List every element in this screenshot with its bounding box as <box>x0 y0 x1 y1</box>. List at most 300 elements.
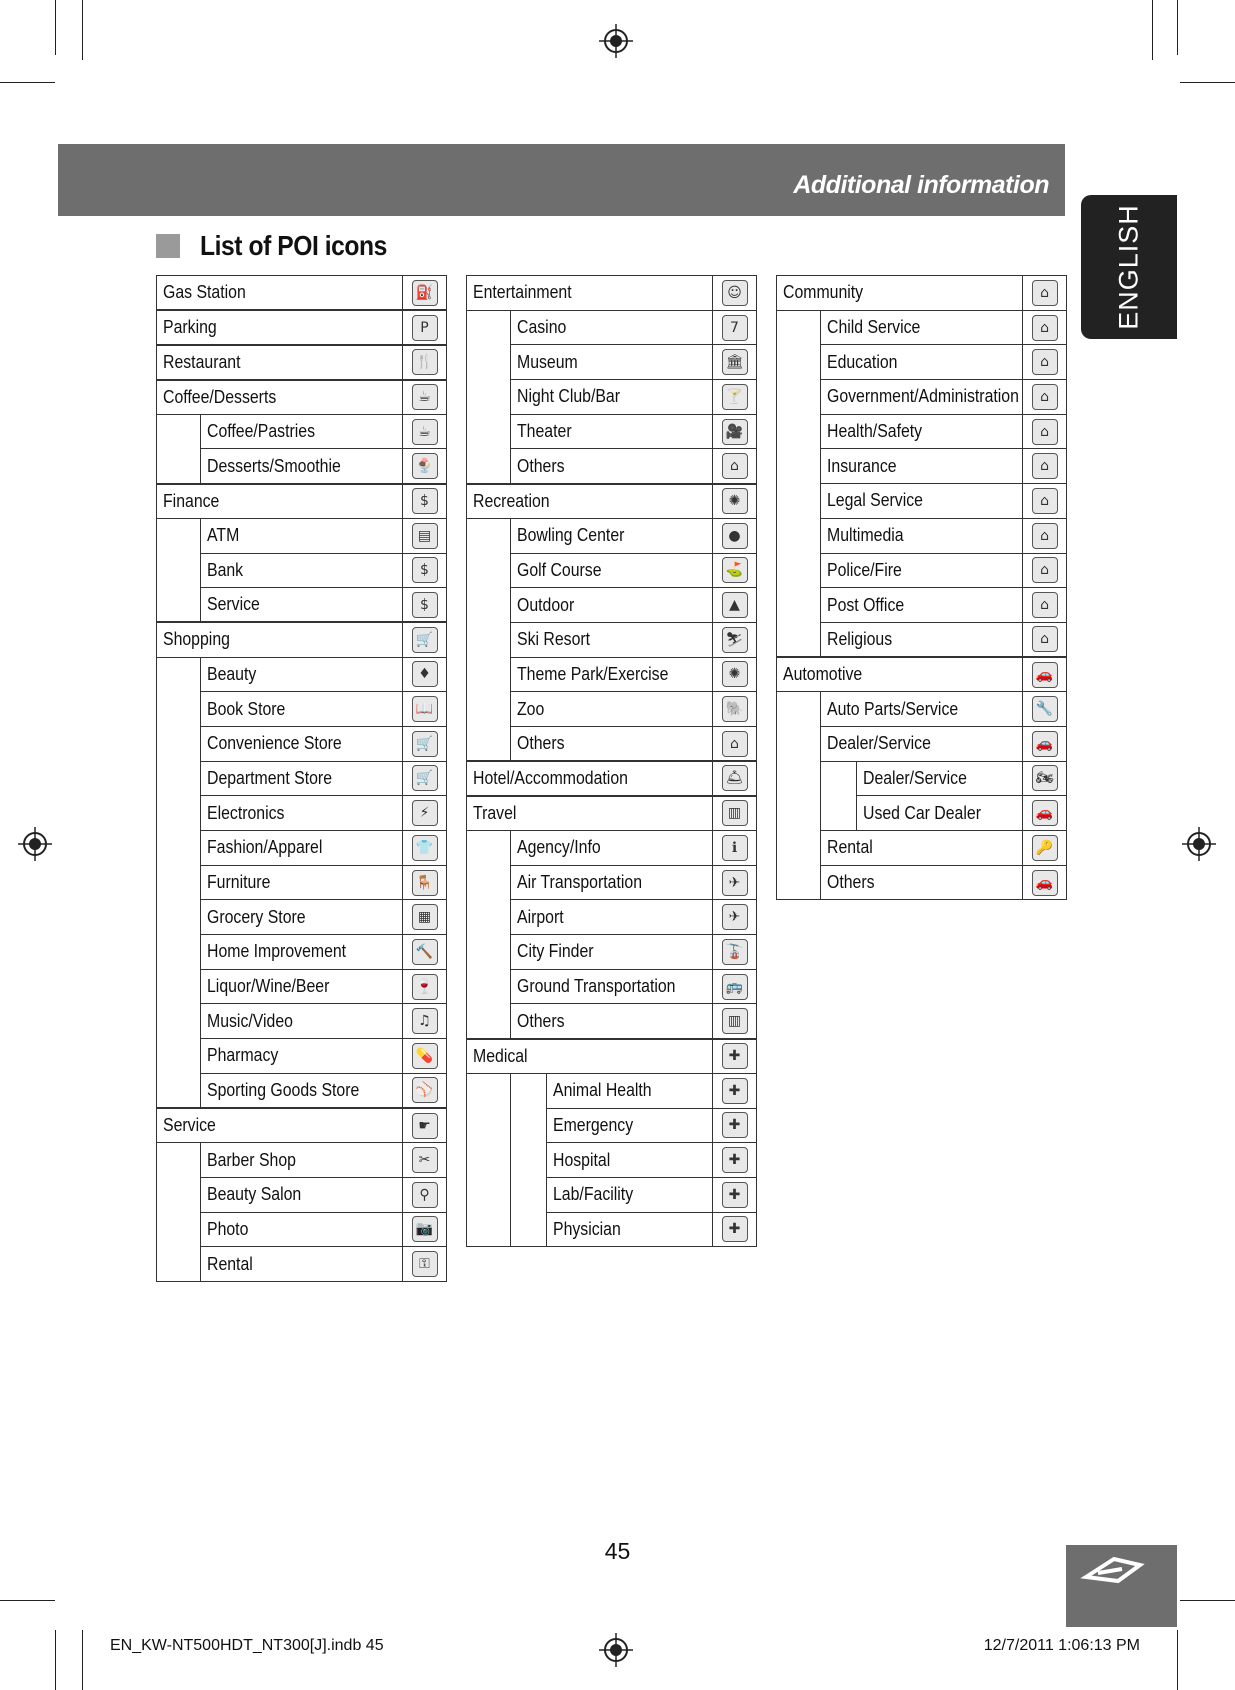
poi-label-text: Bank <box>207 559 244 580</box>
poi-icon-cell <box>403 414 447 449</box>
table-row <box>157 449 447 484</box>
ferris-wheel-icon: ✺ <box>722 488 748 514</box>
poi-label-text: Photo <box>207 1218 249 1239</box>
poi-category-label <box>467 276 713 311</box>
indent-cell <box>777 414 821 449</box>
poi-label-text: Animal Health <box>553 1080 652 1101</box>
poi-icon-cell <box>403 796 447 831</box>
table-row <box>777 761 1067 796</box>
table-row <box>777 414 1067 449</box>
table-row <box>467 935 757 970</box>
medical-kit-icon: ✚ <box>722 1043 748 1069</box>
poi-table-column-3 <box>776 275 1067 900</box>
indent-cell <box>777 726 821 761</box>
cocktail-icon: 🍸 <box>722 384 748 410</box>
poi-icon-cell <box>403 553 447 588</box>
tram-icon: 🚡 <box>722 939 748 965</box>
poi-label-text: Air Transportation <box>517 872 643 893</box>
shopping-cart-icon: 🛒 <box>412 627 438 653</box>
poi-label-text: Fashion/Apparel <box>207 837 323 858</box>
community-building-icon: ⌂ <box>1032 419 1058 445</box>
poi-category-label <box>201 831 403 866</box>
indent-cell <box>157 726 201 761</box>
department-store-icon: 🛒 <box>412 765 438 791</box>
table-row <box>157 726 447 761</box>
poi-icon-cell <box>713 1212 757 1247</box>
poi-category-label <box>777 657 1023 692</box>
poi-table-column-2 <box>466 275 757 1247</box>
poi-label-text: Department Store <box>207 767 333 788</box>
poi-category-label <box>201 1247 403 1282</box>
table-row <box>157 1247 447 1282</box>
table-row <box>157 345 447 380</box>
poi-icon-cell <box>713 969 757 1004</box>
poi-icon-cell <box>713 692 757 727</box>
poi-icon-cell <box>403 969 447 1004</box>
table-row <box>777 588 1067 623</box>
poi-label-text: Electronics <box>207 802 285 823</box>
poi-label-text: Religious <box>827 628 893 649</box>
indent-cell <box>777 518 821 553</box>
poi-icon-cell <box>1023 622 1067 657</box>
poi-icon-cell <box>713 276 757 311</box>
bowling-icon: ● <box>722 523 748 549</box>
table-row <box>777 380 1067 415</box>
poi-label-text: Child Service <box>827 317 921 338</box>
poi-icon-cell <box>403 1073 447 1108</box>
poi-category-label <box>201 935 403 970</box>
table-row <box>157 1177 447 1212</box>
poi-label-text: Furniture <box>207 872 271 893</box>
table-row <box>157 588 447 623</box>
poi-icon-cell <box>403 1004 447 1039</box>
poi-label-text: Night Club/Bar <box>517 386 621 407</box>
table-row <box>467 831 757 866</box>
poi-icon-cell <box>1023 761 1067 796</box>
indent-cell <box>821 796 857 831</box>
table-row <box>467 657 757 692</box>
table-row <box>467 1143 757 1178</box>
navigation-logo-icon <box>1078 1551 1148 1591</box>
table-row <box>157 761 447 796</box>
poi-label-text: Casino <box>517 317 567 338</box>
indent-cell <box>777 831 821 866</box>
entertainment-masks-icon: ☺ <box>722 280 748 306</box>
indent-cell <box>467 414 511 449</box>
page-title: List of POI icons <box>200 230 387 261</box>
registration-mark-icon <box>599 1633 633 1667</box>
poi-category-label <box>511 518 713 553</box>
poi-category-label <box>511 935 713 970</box>
table-row <box>467 553 757 588</box>
indent-cell <box>467 1143 511 1178</box>
indent-cell <box>467 345 511 380</box>
poi-label-text: Coffee/Pastries <box>207 421 316 442</box>
poi-label-text: Coffee/Desserts <box>163 386 277 407</box>
poi-category-label <box>821 484 1023 519</box>
table-row <box>157 692 447 727</box>
poi-category-label <box>201 692 403 727</box>
poi-category-label <box>511 657 713 692</box>
poi-category-label <box>157 1108 403 1143</box>
sporting-goods-icon: ⚾ <box>412 1077 438 1103</box>
poi-category-label <box>201 414 403 449</box>
indent-cell <box>467 553 511 588</box>
poi-icon-cell <box>1023 692 1067 727</box>
poi-category-label <box>511 900 713 935</box>
indent-cell <box>467 726 511 761</box>
indent-cell <box>777 865 821 900</box>
poi-category-label <box>821 726 1023 761</box>
indent-cell <box>511 1073 547 1108</box>
info-icon: ℹ <box>722 835 748 861</box>
bus-icon: 🚌 <box>722 974 748 1000</box>
poi-label-text: Pharmacy <box>207 1045 279 1066</box>
poi-icon-cell <box>403 588 447 623</box>
community-building-icon: ⌂ <box>1032 592 1058 618</box>
indent-cell <box>157 1143 201 1178</box>
indent-cell <box>511 1177 547 1212</box>
motorcycle-icon: 🏍 <box>1032 765 1058 791</box>
poi-label-text: Convenience Store <box>207 733 342 754</box>
poi-icon-cell <box>1023 657 1067 692</box>
poi-category-label <box>201 1039 403 1074</box>
indent-cell <box>777 380 821 415</box>
poi-category-label <box>157 345 403 380</box>
poi-label-text: Golf Course <box>517 559 602 580</box>
table-row <box>157 310 447 345</box>
table-row <box>157 796 447 831</box>
poi-icon-cell <box>713 1039 757 1074</box>
poi-label-text: Medical <box>473 1045 528 1066</box>
poi-label-text: ATM <box>207 525 240 546</box>
poi-category-label <box>857 796 1023 831</box>
poi-icon-cell <box>403 449 447 484</box>
poi-icon-cell <box>1023 345 1067 380</box>
table-row <box>777 692 1067 727</box>
table-row <box>467 518 757 553</box>
poi-category-label <box>157 484 403 519</box>
community-building-icon: ⌂ <box>1032 488 1058 514</box>
table-row <box>467 380 757 415</box>
poi-table-column-1 <box>156 275 447 1282</box>
poi-category-label <box>547 1143 713 1178</box>
poi-category-label <box>821 865 1023 900</box>
poi-category-label <box>821 310 1023 345</box>
ferris-wheel-icon: ✺ <box>722 661 748 687</box>
poi-label-text: Bowling Center <box>517 525 625 546</box>
poi-icon-cell <box>1023 518 1067 553</box>
poi-label-text: Theme Park/Exercise <box>517 663 669 684</box>
table-row <box>777 553 1067 588</box>
poi-category-label <box>201 900 403 935</box>
poi-icon-cell <box>1023 796 1067 831</box>
language-tab-label: ENGLISH <box>1113 204 1144 330</box>
poi-category-label <box>201 865 403 900</box>
poi-icon-cell <box>403 726 447 761</box>
poi-label-text: Automotive <box>783 664 863 685</box>
table-row <box>157 1039 447 1074</box>
crop-mark <box>82 1630 83 1690</box>
poi-label-text: Restaurant <box>163 351 241 372</box>
poi-category-label <box>201 518 403 553</box>
table-row <box>467 726 757 761</box>
table-row <box>157 865 447 900</box>
indent-cell <box>157 657 201 692</box>
poi-label-text: Auto Parts/Service <box>827 698 959 719</box>
beauty-icon: ♦ <box>412 661 438 687</box>
crop-mark <box>0 82 55 83</box>
header-bar <box>58 144 1065 216</box>
community-building-icon: ⌂ <box>1032 523 1058 549</box>
community-building-icon: ⌂ <box>1032 280 1058 306</box>
poi-category-label <box>201 449 403 484</box>
poi-icon-cell <box>403 692 447 727</box>
poi-icon-cell <box>403 518 447 553</box>
table-row <box>777 865 1067 900</box>
registration-mark-icon <box>18 827 52 861</box>
airport-icon: ✈ <box>722 904 748 930</box>
poi-label-text: Others <box>517 455 565 476</box>
indent-cell <box>821 761 857 796</box>
table-row <box>777 449 1067 484</box>
indent-cell <box>157 1247 201 1282</box>
poi-icon-cell <box>713 831 757 866</box>
poi-category-label <box>201 553 403 588</box>
indent-cell <box>157 761 201 796</box>
hair-dryer-icon: ⚲ <box>412 1182 438 1208</box>
table-row <box>467 969 757 1004</box>
poi-label-text: Education <box>827 351 898 372</box>
poi-label-text: Hotel/Accommodation <box>473 767 628 788</box>
indent-cell <box>777 588 821 623</box>
crop-mark <box>1177 0 1178 55</box>
table-row <box>467 761 757 796</box>
indent-cell <box>157 969 201 1004</box>
indent-cell <box>777 449 821 484</box>
poi-icon-cell <box>713 414 757 449</box>
header-title: Additional information <box>793 171 1049 199</box>
poi-icon-cell <box>403 1177 447 1212</box>
poi-label-text: Parking <box>163 317 217 338</box>
poi-label-text: Beauty <box>207 663 257 684</box>
indent-cell <box>157 518 201 553</box>
indent-cell <box>157 553 201 588</box>
indent-cell <box>777 796 821 831</box>
car-repair-icon: 🔧 <box>1032 696 1058 722</box>
table-row <box>157 1108 447 1143</box>
community-building-icon: ⌂ <box>1032 453 1058 479</box>
indent-cell <box>777 484 821 519</box>
poi-category-label <box>201 1177 403 1212</box>
car-icon: 🚗 <box>1032 731 1058 757</box>
poi-label-text: Ski Resort <box>517 629 591 650</box>
registration-mark-icon <box>1182 827 1216 861</box>
medical-kit-icon: ✚ <box>722 1147 748 1173</box>
indent-cell <box>467 865 511 900</box>
poi-category-label <box>467 761 713 796</box>
poi-category-label <box>821 414 1023 449</box>
poi-category-label <box>511 969 713 1004</box>
poi-label-text: Shopping <box>163 629 230 650</box>
book-icon: 📖 <box>412 696 438 722</box>
poi-label-text: Zoo <box>517 698 545 719</box>
poi-category-label <box>511 345 713 380</box>
poi-icon-cell <box>713 1073 757 1108</box>
indent-cell <box>157 831 201 866</box>
poi-label-text: Barber Shop <box>207 1149 296 1170</box>
golf-flag-icon: ⛳ <box>722 557 748 583</box>
poi-icon-cell <box>713 622 757 657</box>
table-row <box>467 484 757 519</box>
poi-label-text: Dealer/Service <box>863 767 967 788</box>
slot-machine-icon: 7 <box>722 315 748 341</box>
indent-cell <box>157 865 201 900</box>
poi-icon-cell <box>1023 414 1067 449</box>
poi-icon-cell <box>403 831 447 866</box>
poi-category-label <box>821 831 1023 866</box>
poi-icon-cell <box>713 1004 757 1039</box>
table-row <box>157 935 447 970</box>
community-building-icon: ⌂ <box>1032 626 1058 652</box>
poi-category-label <box>547 1177 713 1212</box>
poi-icon-cell <box>1023 865 1067 900</box>
table-row <box>777 831 1067 866</box>
rental-icon: ⚿ <box>412 1251 438 1277</box>
indent-cell <box>157 1177 201 1212</box>
table-row <box>467 276 757 311</box>
indent-cell <box>157 796 201 831</box>
language-tab <box>1081 195 1177 339</box>
table-row <box>467 1177 757 1212</box>
table-row <box>467 622 757 657</box>
poi-icon-cell <box>1023 380 1067 415</box>
poi-label-text: City Finder <box>517 941 594 962</box>
hammer-icon: 🔨 <box>412 939 438 965</box>
hotel-bell-icon: 🛎 <box>722 765 748 791</box>
car-key-icon: 🔑 <box>1032 835 1058 861</box>
convenience-store-icon: 🛒 <box>412 731 438 757</box>
table-row <box>157 553 447 588</box>
poi-category-label <box>511 310 713 345</box>
poi-icon-cell <box>713 310 757 345</box>
poi-category-label <box>201 1212 403 1247</box>
poi-category-label <box>157 622 403 657</box>
poi-label-text: Liquor/Wine/Beer <box>207 976 330 997</box>
corner-tab <box>1066 1545 1177 1627</box>
poi-icon-cell <box>713 1143 757 1178</box>
community-building-icon: ⌂ <box>1032 315 1058 341</box>
table-row <box>157 969 447 1004</box>
outdoor-icon: ▲ <box>722 592 748 618</box>
poi-icon-cell <box>403 622 447 657</box>
poi-category-label <box>821 553 1023 588</box>
luggage-icon: ▥ <box>722 1008 748 1034</box>
poi-label-text: Hospital <box>553 1149 611 1170</box>
poi-label-text: Agency/Info <box>517 837 601 858</box>
poi-icon-cell <box>1023 484 1067 519</box>
indent-cell <box>467 1177 511 1212</box>
page-number: 45 <box>604 1538 631 1564</box>
poi-icon-cell <box>713 1108 757 1143</box>
car-icon: 🚗 <box>1032 662 1058 688</box>
indent-cell <box>157 588 201 623</box>
poi-category-label <box>547 1073 713 1108</box>
atm-icon: ▤ <box>412 523 438 549</box>
poi-icon-cell <box>713 761 757 796</box>
footer-timestamp: 12/7/2011 1:06:13 PM <box>983 1637 1140 1654</box>
poi-icon-cell <box>713 518 757 553</box>
indent-cell <box>157 900 201 935</box>
poi-icon-cell <box>403 345 447 380</box>
table-row <box>467 1212 757 1247</box>
indent-cell <box>467 935 511 970</box>
community-building-icon: ⌂ <box>1032 384 1058 410</box>
table-row <box>467 1108 757 1143</box>
poi-icon-cell <box>713 935 757 970</box>
indent-cell <box>777 553 821 588</box>
poi-label-text: Police/Fire <box>827 559 902 580</box>
poi-label-text: Rental <box>827 837 873 858</box>
luggage-icon: ▥ <box>722 800 748 826</box>
poi-category-label <box>511 692 713 727</box>
indent-cell <box>511 1143 547 1178</box>
gas-station-icon: ⛽ <box>412 280 438 306</box>
community-building-icon: ⌂ <box>1032 349 1058 375</box>
poi-category-label <box>511 449 713 484</box>
crop-mark <box>1180 82 1235 83</box>
scissors-icon: ✂ <box>412 1147 438 1173</box>
poi-icon-cell <box>403 935 447 970</box>
crop-mark <box>1180 1600 1235 1601</box>
table-row <box>157 1212 447 1247</box>
parking-icon: P <box>412 315 438 341</box>
poi-label-text: Others <box>517 733 565 754</box>
film-camera-icon: 🎥 <box>722 419 748 445</box>
indent-cell <box>467 622 511 657</box>
indent-cell <box>777 622 821 657</box>
table-row <box>777 484 1067 519</box>
shirt-icon: 👕 <box>412 835 438 861</box>
poi-label-text: Post Office <box>827 594 905 615</box>
poi-label-text: Insurance <box>827 455 897 476</box>
finance-service-icon: $ <box>412 592 438 618</box>
table-row <box>467 796 757 831</box>
crop-mark <box>55 1630 56 1690</box>
poi-label-text: Travel <box>473 802 517 823</box>
poi-label-text: Grocery Store <box>207 906 306 927</box>
medical-kit-icon: ✚ <box>722 1216 748 1242</box>
car-icon: 🚗 <box>1032 800 1058 826</box>
poi-icon-cell <box>403 484 447 519</box>
section-heading <box>156 228 412 264</box>
indent-cell <box>777 345 821 380</box>
table-row <box>777 345 1067 380</box>
table-row <box>157 414 447 449</box>
poi-category-label <box>201 1073 403 1108</box>
poi-label-text: Used Car Dealer <box>863 802 981 823</box>
indent-cell <box>467 588 511 623</box>
poi-label-text: Service <box>163 1115 216 1136</box>
service-icon: ☛ <box>412 1113 438 1139</box>
poi-label-text: Gas Station <box>163 282 246 303</box>
poi-icon-cell <box>403 276 447 311</box>
table-row <box>777 726 1067 761</box>
indent-cell <box>467 1004 511 1039</box>
poi-category-label <box>511 380 713 415</box>
poi-icon-cell <box>1023 726 1067 761</box>
indent-cell <box>467 1073 511 1108</box>
